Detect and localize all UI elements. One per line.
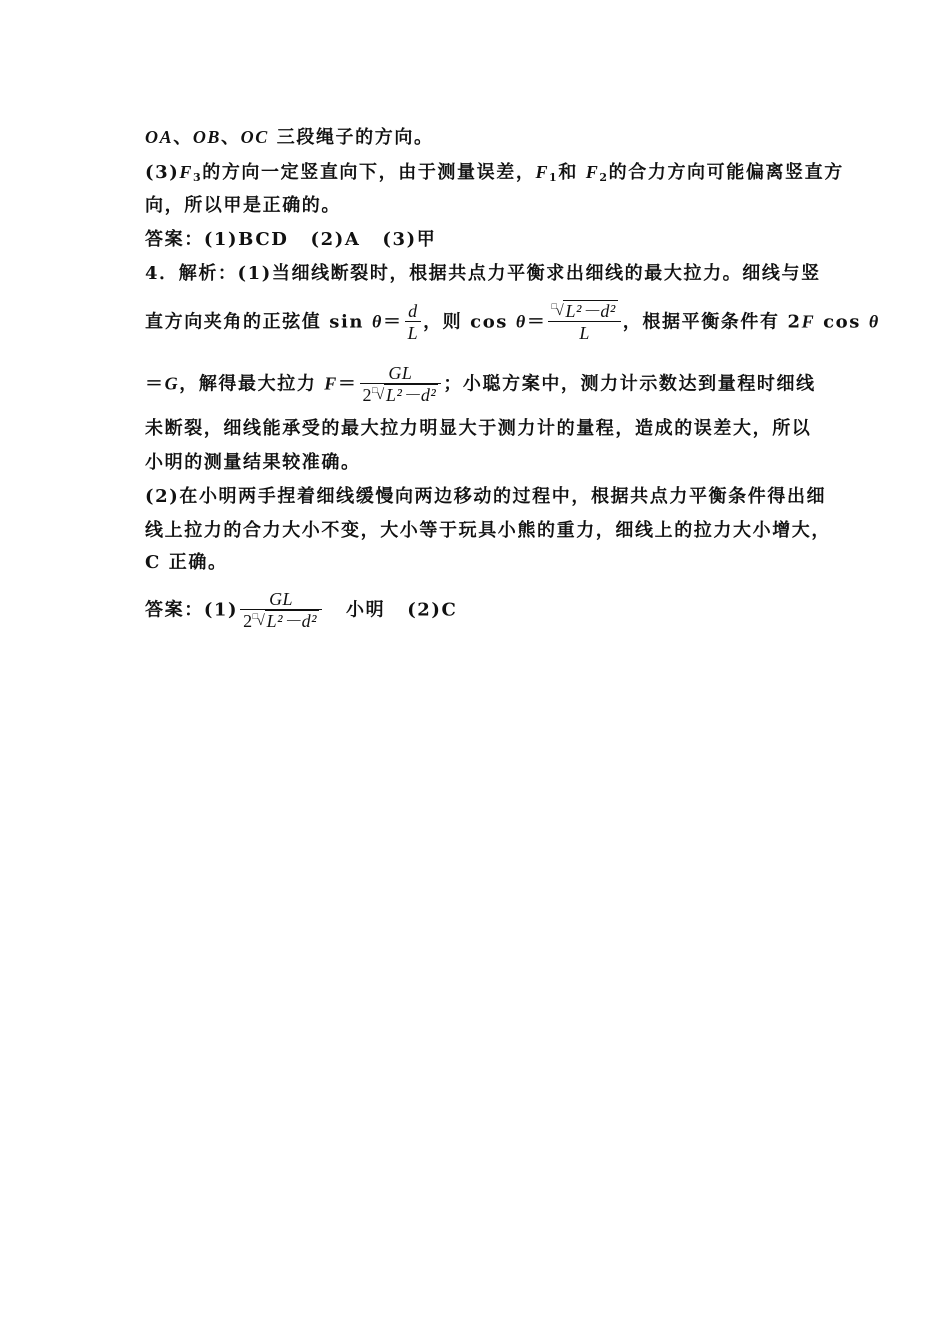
answer-part: 小明 [345,599,386,621]
numerator: GL [388,363,413,383]
text-line: 线上拉力的合力大小不变，大小等于玩具小熊的重力，细线上的拉力大小增大， [145,520,831,541]
root-index: □ [372,385,378,395]
text-line: 向，所以甲是正确的。 [145,195,341,216]
radicand: L²－d² [266,611,317,631]
coefficient: 2 [243,611,253,631]
fraction-sqrt-over-l [548,301,620,344]
text-line: C 正确。 [145,552,228,573]
text-run: cos [815,311,869,333]
denominator [240,609,322,632]
force-symbol: F [179,162,193,182]
equals-sign: ＝ [526,311,547,333]
text-run: 的合力方向可能偏离竖直方 [608,162,844,183]
answer-part: (1) [203,599,239,621]
formula-line [145,301,880,344]
force-symbol: F [585,162,600,182]
text-run: ，则 cos [423,311,516,333]
radicand: L²－d² [386,385,437,405]
numerator: d [408,301,418,321]
denominator: L [405,321,422,344]
force-symbol: F [801,311,816,332]
force-symbol: F [535,162,550,182]
fraction-answer [240,589,322,632]
text-run: 三段绳子的方向。 [268,127,434,148]
subscript: 3 [192,171,203,184]
text-run: ，根据平衡条件有 2 [622,311,802,333]
answer-part: (3)甲 [382,229,437,250]
rope-ob: OB [192,127,222,147]
radical: □ √ L²－d² [253,610,319,632]
numerator: GL [269,589,294,609]
coefficient: 2 [362,385,373,405]
numerator [548,301,620,321]
text-line: 小明的测量结果较准确。 [145,452,361,473]
text-run: 直方向夹角的正弦值 sin [145,311,372,333]
equals-sign: ＝ [337,373,358,395]
radical: □ √ L²－d² [551,301,617,321]
equals-sign: ＝ [382,311,403,333]
text-line: 未断裂，细线能承受的最大拉力明显大于测力计的量程，造成的误差大，所以 [145,418,812,439]
theta-symbol: θ [868,311,880,332]
text-line [145,162,844,183]
radicand: L²－d² [565,301,616,321]
gravity-symbol: G [164,373,180,394]
force-symbol: F [324,373,338,394]
denominator: L [548,321,620,344]
radical: □ √ L²－d² [372,384,438,406]
answer-line [145,589,457,632]
formula-line [145,363,816,406]
root-index: □ [551,301,558,311]
text-run: ；小聪方案中，测力计示数达到量程时细线 [443,373,816,395]
answer-line [145,230,436,250]
theta-symbol: θ [515,311,527,332]
subscript: 1 [549,171,559,184]
theta-symbol: θ [372,311,383,332]
item-number: (3) [145,162,180,183]
fraction-d-over-l [405,301,422,344]
root-index: □ [252,611,259,621]
separator: 、 [221,127,241,148]
answer-label: 答案： [145,599,204,621]
text-line [145,127,434,148]
separator: 、 [173,127,193,148]
answer-label: 答案： [145,229,204,250]
rope-oa: OA [145,127,174,147]
text-line: (2)在小明两手捏着细线缓慢向两边移动的过程中，根据共点力平衡条件得出细 [145,486,827,507]
rope-oc: OC [240,127,269,147]
text-line: 4．解析：(1)当细线断裂时，根据共点力平衡求出细线的最大拉力。细线与竖 [145,263,821,284]
answer-part: (2)C [407,599,458,621]
text-run: 和 [558,162,586,183]
text-run: ，解得最大拉力 [179,373,325,395]
equals-sign: ＝ [145,373,165,395]
answer-part: (2)A [310,229,361,250]
denominator [360,383,442,406]
fraction-max-force [360,363,442,406]
subscript: 2 [599,171,609,184]
text-run: 的方向一定竖直向下，由于测量误差， [202,162,536,183]
answer-part: (1)BCD [203,229,289,250]
